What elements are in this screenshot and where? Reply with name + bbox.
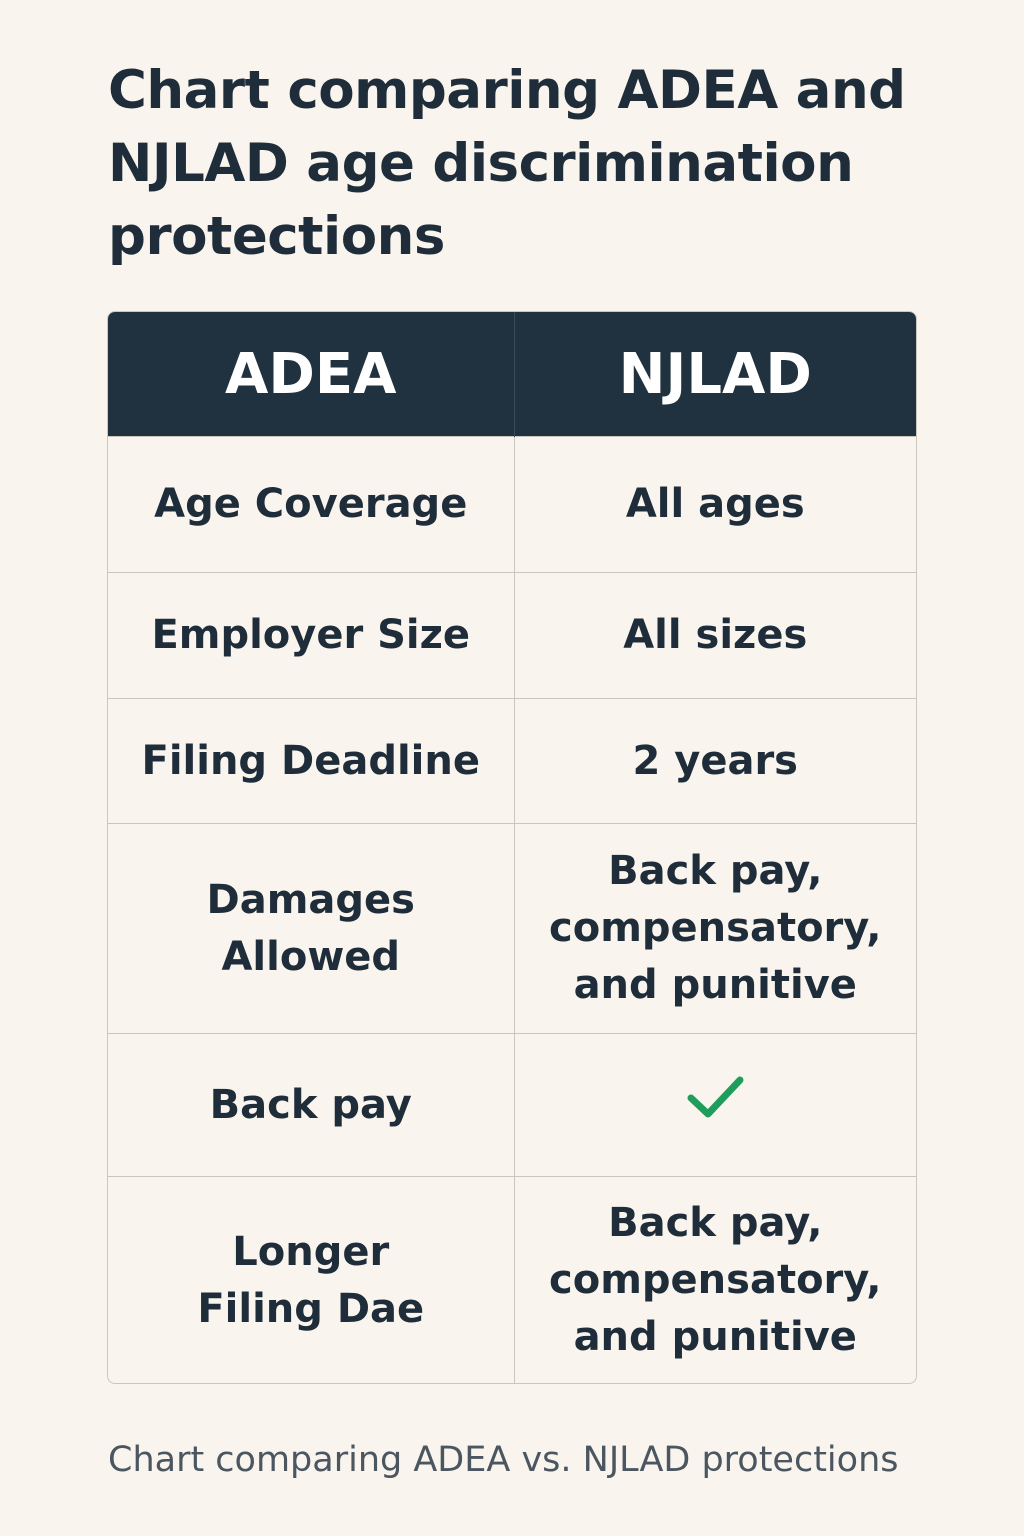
table-header-row	[108, 312, 916, 437]
njlad-cell	[514, 1034, 916, 1177]
adea-cell: Back pay	[108, 1034, 514, 1177]
table-row	[108, 699, 916, 824]
njlad-cell: Back pay, compensatory, and punitive	[514, 824, 916, 1034]
adea-cell: Employer Size	[108, 573, 514, 699]
comparison-table	[107, 311, 917, 1384]
column-header-njlad: NJLAD	[514, 312, 916, 437]
table-row	[108, 1177, 916, 1385]
column-header-adea: ADEA	[108, 312, 514, 437]
adea-cell: Damages Allowed	[108, 824, 514, 1034]
njlad-cell: All sizes	[514, 573, 916, 699]
table-row	[108, 824, 916, 1034]
chart-caption: Chart comparing ADEA vs. NJLAD protections	[108, 1440, 899, 1480]
check-icon	[685, 1074, 745, 1136]
adea-cell: Longer Filing Dae	[108, 1177, 514, 1385]
table-row	[108, 437, 916, 573]
njlad-cell: Back pay, compensatory, and punitive	[514, 1177, 916, 1385]
adea-cell: Filing Deadline	[108, 699, 514, 824]
table-row	[108, 1034, 916, 1177]
njlad-cell: 2 years	[514, 699, 916, 824]
adea-cell: Age Coverage	[108, 437, 514, 573]
table-row	[108, 573, 916, 699]
njlad-cell: All ages	[514, 437, 916, 573]
page-title: Chart comparing ADEA and NJLAD age discrimination protections	[108, 60, 906, 267]
